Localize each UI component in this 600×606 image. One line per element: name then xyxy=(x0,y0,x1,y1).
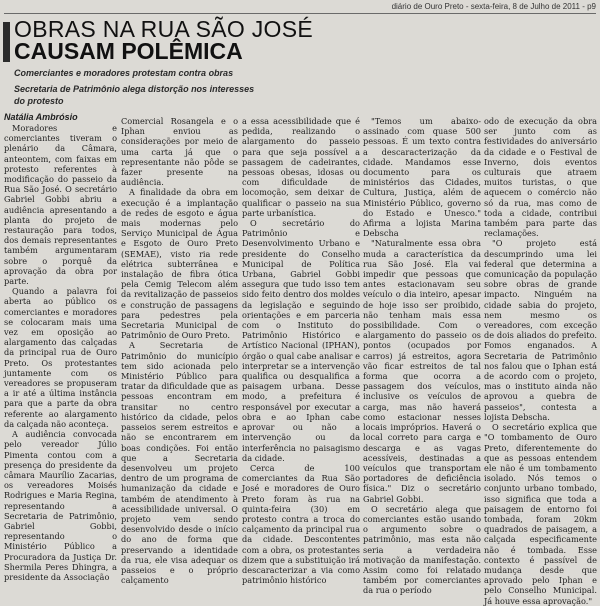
paragraph: O secretário alega que comerciantes estão usando o argumento sobre o patrimônio, mas esta não seria a verdadeira motivação da manifestação. Assim como foi relatado também por comerciantes da rua o período xyxy=(363,503,481,596)
subheadline xyxy=(14,67,264,107)
paragraph: O secretário explica que "O tombamento de Ouro Preto, diferentemente do que as pessoas entendem ele não é um tombamento isolado. Nós temos o conjunto urbano tombado, isso significa que toda a paisagem de entorno foi tombada, foram 20km quadrados de paisagem, a calçada especificamente não é tombada. Esse contexto é passível de mudança desde que aprovado pelo Iphan e pelo Conselho Municipal. Já houve essa aprovação." xyxy=(484,422,597,606)
paragraph: Comercial Rosangela e o Iphan enviou as considerações por meio de uma carta já que o representante não pôde se fazer presente na audiência. xyxy=(121,116,238,188)
paragraph: Moradores e comerciantes tiveram o plenário da Câmara, anteontem, com faixas em protesto referentes à modificação do passeio da Rua São José. O secretário Gabriel Gobbi abriu a audiência apresentando a planta do projeto de restauração para todos, dos demais representantes também argumentaram sobre o porquê da aprovação da obra por parte. xyxy=(4,123,117,287)
article-column-4 xyxy=(363,116,481,596)
paragraph: Cerca de 100 comerciantes da Rua São José e moradores de Ouro Preto foram às rua na quinta-feira (30) em protesto contra a troca do calçamento da principal rua da cidade. Descontentes com a obra, os protestantes dizem que a substituição irá descaracterizar a via como patrimônio histórico xyxy=(242,462,360,586)
paragraph: Quando a palavra foi aberta ao público os comerciantes e moradores se colocaram mais uma vez em oposição ao alargamento das calçadas da principal rua de Ouro Preto. Os protestantes juntamente com os vereadores se propuseram a ir até a última instância para que a parte da obra referente ao alargamento da calçada não aconteça. xyxy=(4,286,117,429)
subheadline-1: Comerciantes e moradores protestam contra obras xyxy=(14,68,234,78)
paragraph: "Temos um abaixo-assinado com quase 500 pessoas. É um texto contra a descaracterização da cidade. Mandamos esse documento para os ministérios das Cidades, Cultura, Justiça, além de Ministério Público, governo do Estado e Unesco." Afirma a lojista Marina Debscha xyxy=(363,116,481,239)
paragraph: A audiência convocada pelo vereador Júlio Pimenta contou com a presença do presidente da câmara Maurílio Zacarias, os vereadores Moisés Rodrigues e Maria Regina, representando a Secretaria de Patrimônio, Gabriel Gobbi, representando o Ministério Público a Procuradora da Justiça Dr. Shermila Peres Dhingra, a presidente da Associação xyxy=(4,429,117,582)
paragraph: "Naturalmente essa obra muda a característica da rua São José. Ela vai impedir que pessoas que antes estacionavam seu veículo o dia inteiro, apesar de hoje isso ser proibido, não tenham mais essa possibilidade. Com o alargamento do passeio os pontos (ocupados por carros) já estreitos, agora vão ficar estreitos de tal forma que ocorra a passagem dos veículos, inclusive os veículos de carga, mas não haverá como estacionar nesses locais impróprios. Haverá o local correto para carga e descarga e as vagas acessíveis, destinadas a veículos que transportam portadores de deficiência física." Diz o secretário Gabriel Gobbi. xyxy=(363,238,481,504)
headline-line-1: OBRAS NA RUA SÃO JOSÉ xyxy=(14,16,313,42)
paragraph: A finalidade da obra em execução é a implantação de redes de esgoto e água mais modernas pelo Serviço Municipal de Água e Esgoto de Ouro Preto (SEMAE), visto ria rede elétrica subterrânea e instalação de fibra ótica pela Cemig Telecom além da revitalização de passeios e construção de passagens para pedestres pela Secretaria Municipal de Patrimônio de Ouro Preto. xyxy=(121,187,238,341)
headline-line-2: CAUSAM POLÊMICA xyxy=(14,38,243,64)
byline: Natália Ambrósio xyxy=(4,112,78,122)
paragraph: odo de execução da obra ser junto com as festividades do aniversário da cidade e o Festival de Inverno, dois eventos culturais que atraem muitos turistas, o que aquecem o comércio não só da rua, mas como de toda a cidade, contribui também para parte das reclamações. xyxy=(484,116,597,239)
headline-bar xyxy=(3,22,10,62)
paragraph: O secretário do Patrimônio e Desenvolvimento Urbano e presidente do Conselho Municipal de Política Urbana, Gabriel Gobbi assegura que tudo isso tem sido feito dentro dos moldes da legislação e seguindo orientações e em parceria com o Instituto do Patrimônio Histórico e Artístico Nacional (IPHAN), órgão o qual cabe analisar e interpretar se a intervenção qualifica ou desqualifica a paisagem urbana. Desse modo, a prefeitura é responsável por executar a obra e ao Iphan cabe aprovar ou não a intervenção ou da interferência no paisagismo da cidade. xyxy=(242,218,360,463)
article-column-1 xyxy=(4,123,117,582)
paragraph: "O projeto está descumprindo uma lei federal que determina a comunicação da população sobre obras de grande impacto. Ninguém na cidade sabia do projeto, nem mesmo os vereadores, com exceção de dois aliados do prefeito. Fomos enganados. A Secretaria de Patrimônio nos falou que o Iphan está de acordo com o projeto, mas o instituto ainda não aprovou a quebra de passeios", contesta a lojista Debscha. xyxy=(484,238,597,422)
page-header: diário de Ouro Preto - sexta-feira, 8 de Julho de 2011 - p9 xyxy=(391,2,596,11)
article-column-3 xyxy=(242,116,360,586)
article-column-2 xyxy=(121,116,238,586)
subheadline-2: Secretaria de Patrimônio alega distorção nos interesses do protesto xyxy=(14,84,255,106)
paragraph: A Secretaria de Patrimônio do município tem sido acionada pelo Ministério Público para tratar da dificuldade que as pessoas encontram em transitar no centro histórico da cidade, pelos passeios serem estreitos e não se encontrarem em boas condições. Foi então que a Secretaria desenvolveu um projeto dentro de um programa de humanização da cidade e também de atendimento à acessibilidade universal. O projeto vem sendo desenvolvido desde o início do ano de forma que preservando a identidade da rua, ele visa adequar os passeios e o próprio calçamento xyxy=(121,340,238,586)
paragraph: a essa acessibilidade que é pedida, realizando o alargamento do passeio para que seja possível a passagem de cadeirantes, pessoas obesas, idosas ou com dificuldade de locomoção, sem deixar de qualificar o passeio na sua parte urbanística. xyxy=(242,116,360,218)
article-column-5 xyxy=(484,116,597,606)
header-rule xyxy=(4,13,596,14)
